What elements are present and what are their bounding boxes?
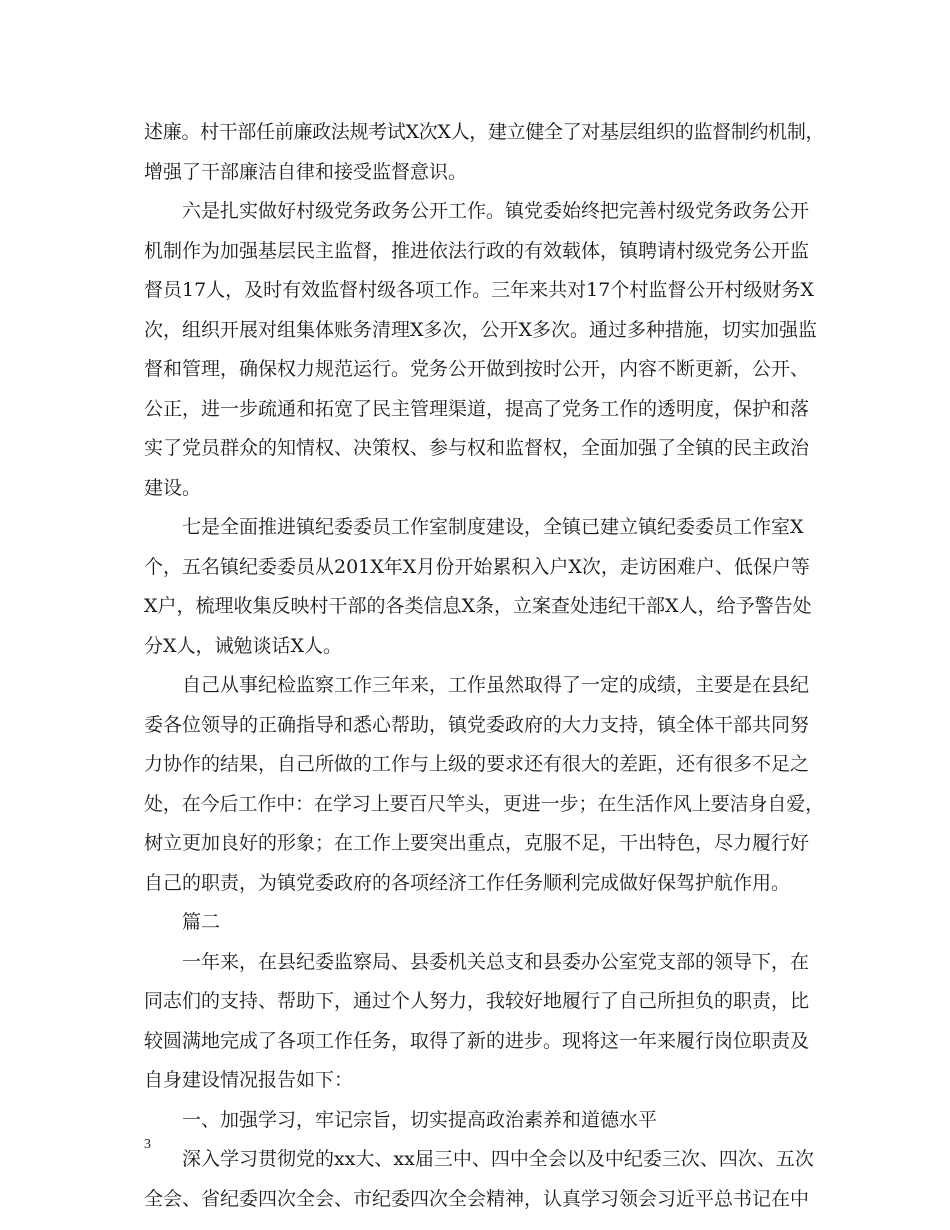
text-line: 增强了干部廉洁自律和接受监督意识。 [144, 160, 468, 183]
text-line: X户，梳理收集反映村干部的各类信息X条，立案查处违纪干部X人，给予警告处 [144, 595, 812, 617]
text-line: 自身建设情况报告如下： [144, 1069, 354, 1091]
text-line: 较圆满地完成了各项工作任务，取得了新的进步。现将这一年来履行岗位职责及 [144, 1029, 810, 1052]
text-line: 个，五名镇纪委委员从201X年X月份开始累积入户X次，走访困难户、低保户等 [144, 555, 810, 578]
text-line: 深入学习贯彻党的xx大、xx届三中、四中全会以及中纪委三次、四次、五次 [182, 1148, 814, 1170]
text-line: 篇二 [182, 911, 221, 933]
text-line: 六是扎实做好村级党务政务公开工作。镇党委始终把完善村级党务政务公开 [182, 200, 810, 222]
text-line: 一、加强学习，牢记宗旨，切实提高政治素养和道德水平 [182, 1108, 658, 1131]
text-line: 督和管理，确保权力规范运行。党务公开做到按时公开，内容不断更新，公开、 [144, 358, 810, 380]
text-line: 实了党员群众的知情权、决策权、参与权和监督权，全面加强了全镇的民主政治 [144, 437, 810, 459]
text-line: 自己从事纪检监察工作三年来，工作虽然取得了一定的成绩，主要是在县纪 [182, 674, 810, 696]
text-line: 公正，进一步疏通和拓宽了民主管理渠道，提高了党务工作的透明度，保护和落 [144, 397, 810, 420]
body-text [144, 113, 824, 1219]
text-line: 机制作为加强基层民主监督，推进依法行政的有效载体，镇聘请村级党务公开监 [144, 239, 810, 262]
text-line: 全会、省纪委四次全会、市纪委四次全会精神，认真学习领会习近平总书记在中 [144, 1187, 810, 1210]
page-number: 3 [144, 1137, 151, 1152]
text-line: 委各位领导的正确指导和悉心帮助，镇党委政府的大力支持，镇全体干部共同努 [144, 713, 810, 736]
text-line: 建设。 [144, 476, 202, 499]
text-line: 次，组织开展对组集体账务清理X多次，公开X多次。通过多种措施，切实加强监 [144, 318, 818, 341]
text-line: 述廉。村干部任前廉政法规考试X次X人，建立健全了对基层组织的监督制约机制， [144, 121, 825, 143]
text-line: 自己的职责，为镇党委政府的各项经济工作任务顺利完成做好保驾护航作用。 [144, 871, 791, 894]
text-line: 力协作的结果，自己所做的工作与上级的要求还有很大的差距，还有很多不足之 [144, 753, 810, 775]
text-line: 处，在今后工作中：在学习上要百尺竿头，更进一步；在生活作风上要洁身自爱， [144, 792, 825, 815]
text-line: 督员17人，及时有效监督村级各项工作。三年来共对17个村监督公开村级财务X [144, 279, 814, 301]
text-line: 分X人，诫勉谈话X人。 [144, 634, 343, 657]
text-line: 树立更加良好的形象；在工作上要突出重点，克服不足，干出特色，尽力履行好 [144, 832, 810, 854]
text-line: 七是全面推进镇纪委委员工作室制度建设，全镇已建立镇纪委委员工作室X [182, 516, 804, 538]
text-line: 同志们的支持、帮助下，通过个人努力，我较好地履行了自己所担负的职责，比 [144, 990, 810, 1012]
text-line: 一年来，在县纪委监察局、县委机关总支和县委办公室党支部的领导下，在 [182, 950, 810, 973]
